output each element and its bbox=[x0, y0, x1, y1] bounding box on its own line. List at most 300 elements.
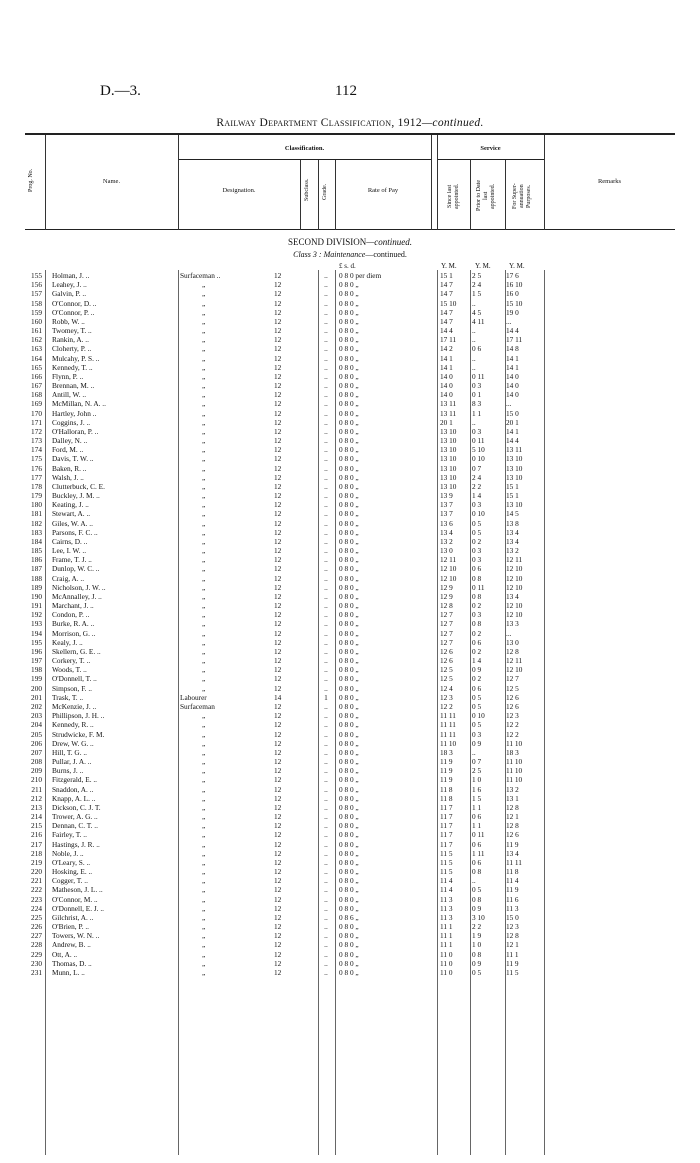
grade-cell: .. bbox=[324, 280, 328, 290]
col-header-service: Service bbox=[480, 145, 501, 152]
superannuation-cell: 15 0 bbox=[506, 912, 519, 922]
prog-no-cell: 201 bbox=[31, 692, 42, 702]
subclass-cell: 12 bbox=[274, 628, 282, 638]
rate-of-pay-cell: 0 8 0 „ bbox=[339, 491, 359, 501]
grade-cell: .. bbox=[324, 436, 328, 446]
subclass-cell: 12 bbox=[274, 940, 282, 950]
rate-of-pay-cell: 0 8 0 „ bbox=[339, 307, 359, 317]
since-last-appointed-cell: 14 7 bbox=[440, 289, 453, 299]
grade-cell: .. bbox=[324, 619, 328, 629]
grade-cell: .. bbox=[324, 491, 328, 501]
rate-of-pay-cell: 0 8 0 „ bbox=[339, 619, 359, 629]
table-row bbox=[0, 959, 700, 968]
col-header-prior: Prior to Date last appointed. bbox=[476, 180, 496, 212]
page-title-main: Railway Department Classification, 1912 bbox=[216, 117, 422, 129]
table-row bbox=[0, 363, 700, 372]
name-cell: Leahey, J. .. bbox=[52, 280, 87, 290]
subclass-cell: 12 bbox=[274, 894, 282, 904]
since-last-appointed-cell: 12 10 bbox=[440, 564, 457, 574]
grade-cell: .. bbox=[324, 949, 328, 959]
name-cell: Hastings, J. R. .. bbox=[52, 839, 100, 849]
rate-of-pay-cell: 0 8 0 „ bbox=[339, 876, 359, 886]
subclass-cell: 12 bbox=[274, 922, 282, 932]
since-last-appointed-cell: 11 7 bbox=[440, 812, 453, 822]
name-cell: Noble, J. .. bbox=[52, 848, 84, 858]
prog-no-cell: 222 bbox=[31, 885, 42, 895]
superannuation-cell: 11 9 bbox=[506, 839, 519, 849]
name-cell: Ford, M. .. bbox=[52, 445, 84, 455]
name-cell: Trower, A. G. .. bbox=[52, 812, 98, 822]
rate-of-pay-cell: 0 8 0 „ bbox=[339, 536, 359, 546]
table-row bbox=[0, 555, 700, 564]
since-last-appointed-cell: 14 0 bbox=[440, 390, 453, 400]
subclass-cell: 12 bbox=[274, 876, 282, 886]
prog-no-cell: 219 bbox=[31, 857, 42, 867]
designation-cell: „ bbox=[202, 491, 206, 501]
since-last-appointed-cell: 11 9 bbox=[440, 766, 453, 776]
subclass-cell: 12 bbox=[274, 601, 282, 611]
grade-cell: .. bbox=[324, 426, 328, 436]
designation-cell: „ bbox=[202, 381, 206, 391]
designation-cell: „ bbox=[202, 390, 206, 400]
designation-cell: „ bbox=[202, 775, 206, 785]
grade-cell: .. bbox=[324, 408, 328, 418]
prog-no-cell: 180 bbox=[31, 500, 42, 510]
subclass-cell: 12 bbox=[274, 527, 282, 537]
grade-cell: .. bbox=[324, 628, 328, 638]
name-cell: Clutterbuck, C. E. bbox=[52, 481, 105, 491]
prog-no-cell: 178 bbox=[31, 481, 42, 491]
rate-of-pay-cell: 0 8 0 „ bbox=[339, 298, 359, 308]
since-last-appointed-cell: 11 11 bbox=[440, 720, 456, 730]
designation-cell: „ bbox=[202, 527, 206, 537]
since-last-appointed-cell: 13 10 bbox=[440, 481, 457, 491]
name-cell: Thomas, D. .. bbox=[52, 958, 92, 968]
prior-to-date-cell: 0 2 bbox=[472, 628, 482, 638]
grade-cell: .. bbox=[324, 757, 328, 766]
subclass-cell: 12 bbox=[274, 821, 282, 831]
designation-cell: „ bbox=[202, 573, 206, 583]
rate-of-pay-cell: 0 8 0 „ bbox=[339, 527, 359, 537]
name-cell: Skellern, G. E. .. bbox=[52, 646, 101, 656]
grade-cell: .. bbox=[324, 830, 328, 840]
table-row bbox=[0, 418, 700, 427]
table-row bbox=[0, 858, 700, 867]
since-last-appointed-cell: 11 1 bbox=[440, 931, 453, 941]
rate-of-pay-cell: 0 8 0 „ bbox=[339, 564, 359, 574]
table-row bbox=[0, 271, 700, 280]
superannuation-cell: 13 1 bbox=[506, 793, 519, 803]
table-row bbox=[0, 610, 700, 619]
superannuation-cell: 18 3 bbox=[506, 747, 519, 757]
subclass-cell: 12 bbox=[274, 766, 282, 776]
rate-of-pay-cell: 0 8 0 „ bbox=[339, 555, 359, 565]
superannuation-cell: 13 4 bbox=[506, 591, 519, 601]
prior-to-date-cell: 0 9 bbox=[472, 738, 482, 748]
name-cell: O'Leary, S. .. bbox=[52, 857, 91, 867]
designation-cell: „ bbox=[202, 665, 206, 675]
prog-no-cell: 228 bbox=[31, 940, 42, 950]
grade-cell: .. bbox=[324, 656, 328, 666]
since-last-appointed-cell: 13 7 bbox=[440, 509, 453, 519]
rate-of-pay-cell: 0 8 0 „ bbox=[339, 848, 359, 858]
superannuation-cell: 11 10 bbox=[506, 738, 523, 748]
superannuation-cell: ... bbox=[506, 316, 512, 326]
since-last-appointed-cell: 13 9 bbox=[440, 491, 453, 501]
table-row bbox=[0, 289, 700, 298]
grade-cell: .. bbox=[324, 610, 328, 620]
prog-no-cell: 229 bbox=[31, 949, 42, 959]
subclass-cell: 12 bbox=[274, 646, 282, 656]
designation-cell: „ bbox=[202, 280, 206, 290]
superannuation-cell: 14 0 bbox=[506, 381, 519, 391]
table-row bbox=[0, 629, 700, 638]
grade-cell: .. bbox=[324, 381, 328, 391]
table-row bbox=[0, 785, 700, 794]
table-row bbox=[0, 537, 700, 546]
rate-of-pay-cell: 0 8 0 „ bbox=[339, 812, 359, 822]
rate-of-pay-cell: 0 8 0 „ bbox=[339, 747, 359, 757]
name-cell: Brennan, M. .. bbox=[52, 381, 95, 391]
prior-to-date-cell: 0 8 bbox=[472, 591, 482, 601]
grade-cell: .. bbox=[324, 601, 328, 611]
name-cell: Buckley, J. M. .. bbox=[52, 491, 100, 501]
grade-cell: .. bbox=[324, 665, 328, 675]
prog-no-cell: 191 bbox=[31, 601, 42, 611]
designation-cell: „ bbox=[202, 353, 206, 363]
prog-no-cell: 211 bbox=[31, 784, 42, 794]
prior-to-date-cell: 0 2 bbox=[472, 536, 482, 546]
name-cell: Walsh, J. .. bbox=[52, 472, 84, 482]
superannuation-cell: 19 0 bbox=[506, 307, 519, 317]
prior-to-date-cell: 1 11 bbox=[472, 848, 485, 858]
superannuation-cell: 16 10 bbox=[506, 280, 523, 290]
superannuation-cell: 12 5 bbox=[506, 683, 519, 693]
col-header-remarks: Remarks bbox=[597, 178, 622, 185]
grade-cell: .. bbox=[324, 747, 328, 757]
prog-no-cell: 209 bbox=[31, 766, 42, 776]
prog-no-cell: 231 bbox=[31, 967, 42, 977]
rate-of-pay-cell: 0 8 0 „ bbox=[339, 857, 359, 867]
designation-cell: „ bbox=[202, 399, 206, 409]
designation-cell: „ bbox=[202, 766, 206, 776]
prog-no-cell: 208 bbox=[31, 757, 42, 766]
since-last-appointed-cell: 13 11 bbox=[440, 399, 457, 409]
prog-no-cell: 170 bbox=[31, 408, 42, 418]
superannuation-cell: 17 6 bbox=[506, 271, 519, 280]
prog-no-cell: 163 bbox=[31, 344, 42, 354]
prog-no-cell: 214 bbox=[31, 812, 42, 822]
designation-cell: „ bbox=[202, 757, 206, 766]
superannuation-cell: ... bbox=[506, 628, 512, 638]
rate-of-pay-cell: 0 8 0 „ bbox=[339, 417, 359, 427]
prior-to-date-cell: .. bbox=[472, 353, 476, 363]
superannuation-cell: 12 6 bbox=[506, 701, 519, 711]
subclass-cell: 12 bbox=[274, 958, 282, 968]
superannuation-cell: 12 10 bbox=[506, 665, 523, 675]
prior-to-date-cell: 1 4 bbox=[472, 491, 482, 501]
rate-of-pay-cell: 0 8 0 „ bbox=[339, 922, 359, 932]
grade-cell: .. bbox=[324, 371, 328, 381]
rate-of-pay-cell: 0 8 0 „ bbox=[339, 903, 359, 913]
name-cell: Kennedy, T. .. bbox=[52, 362, 93, 372]
header-divider bbox=[431, 135, 432, 230]
designation-cell: „ bbox=[202, 738, 206, 748]
prog-no-cell: 190 bbox=[31, 591, 42, 601]
name-cell: O'Connor, D. .. bbox=[52, 298, 97, 308]
name-cell: Flynn, P. .. bbox=[52, 371, 84, 381]
since-last-appointed-cell: 11 4 bbox=[440, 876, 453, 886]
grade-cell: .. bbox=[324, 867, 328, 877]
subclass-cell: 12 bbox=[274, 390, 282, 400]
name-cell: Twomey, T. .. bbox=[52, 326, 92, 336]
table-row bbox=[0, 711, 700, 720]
since-last-appointed-cell: 12 8 bbox=[440, 601, 453, 611]
prog-no-cell: 157 bbox=[31, 289, 42, 299]
grade-cell: .. bbox=[324, 958, 328, 968]
name-cell: O'Donnell, E. J. .. bbox=[52, 903, 104, 913]
since-last-appointed-cell: 11 10 bbox=[440, 738, 457, 748]
designation-cell: „ bbox=[202, 344, 206, 354]
since-last-appointed-cell: 11 9 bbox=[440, 757, 453, 766]
table-row bbox=[0, 656, 700, 665]
rate-of-pay-cell: 0 8 0 „ bbox=[339, 931, 359, 941]
table-row bbox=[0, 968, 700, 977]
division-name: SECOND DIVISION bbox=[288, 237, 367, 247]
subclass-cell: 12 bbox=[274, 802, 282, 812]
name-cell: Dunlop, W. C. .. bbox=[52, 564, 100, 574]
since-last-appointed-cell: 12 7 bbox=[440, 637, 453, 647]
table-row bbox=[0, 931, 700, 940]
superannuation-cell: 11 8 bbox=[506, 867, 519, 877]
prior-to-date-cell: 0 6 bbox=[472, 812, 482, 822]
designation-cell: „ bbox=[202, 656, 206, 666]
prior-to-date-cell: 1 9 bbox=[472, 931, 482, 941]
since-last-appointed-cell: 11 3 bbox=[440, 912, 453, 922]
since-last-appointed-cell: 11 7 bbox=[440, 821, 453, 831]
rate-of-pay-cell: 0 8 0 „ bbox=[339, 481, 359, 491]
prog-no-cell: 206 bbox=[31, 738, 42, 748]
subclass-cell: 12 bbox=[274, 481, 282, 491]
prior-to-date-cell: 0 5 bbox=[472, 967, 482, 977]
prior-to-date-cell: 2 5 bbox=[472, 271, 482, 280]
name-cell: Dalley, N. .. bbox=[52, 436, 88, 446]
since-last-appointed-cell: 11 1 bbox=[440, 922, 453, 932]
designation-cell: „ bbox=[202, 802, 206, 812]
prior-to-date-cell: 0 3 bbox=[472, 555, 482, 565]
prior-to-date-cell: 0 11 bbox=[472, 830, 485, 840]
since-last-appointed-cell: 12 6 bbox=[440, 646, 453, 656]
subclass-cell: 12 bbox=[274, 812, 282, 822]
since-last-appointed-cell: 13 10 bbox=[440, 436, 457, 446]
superannuation-cell: 15 1 bbox=[506, 481, 519, 491]
prior-to-date-cell: 0 9 bbox=[472, 665, 482, 675]
rate-of-pay-cell: 0 8 0 „ bbox=[339, 784, 359, 794]
prior-to-date-cell: 8 3 bbox=[472, 399, 482, 409]
table-row bbox=[0, 950, 700, 959]
name-cell: McMillan, N. A. .. bbox=[52, 399, 106, 409]
designation-cell: Labourer bbox=[180, 692, 207, 702]
table-row bbox=[0, 693, 700, 702]
subclass-cell: 12 bbox=[274, 555, 282, 565]
prog-no-cell: 168 bbox=[31, 390, 42, 400]
designation-cell: „ bbox=[202, 454, 206, 464]
superannuation-cell: 11 11 bbox=[506, 857, 522, 867]
superannuation-cell: 16 0 bbox=[506, 289, 519, 299]
page-number: 112 bbox=[335, 83, 357, 99]
subclass-cell: 12 bbox=[274, 518, 282, 528]
class-label: Class 3 : bbox=[293, 250, 322, 259]
subclass-cell: 12 bbox=[274, 417, 282, 427]
grade-cell: .. bbox=[324, 509, 328, 519]
name-cell: Gilchrist, A. .. bbox=[52, 912, 94, 922]
table-row bbox=[0, 326, 700, 335]
grade-cell: .. bbox=[324, 527, 328, 537]
designation-cell: „ bbox=[202, 912, 206, 922]
name-cell: McAnnalley, J. .. bbox=[52, 591, 102, 601]
rate-of-pay-cell: 0 8 0 „ bbox=[339, 867, 359, 877]
grade-cell: .. bbox=[324, 454, 328, 464]
subclass-cell: 12 bbox=[274, 426, 282, 436]
prog-no-cell: 202 bbox=[31, 701, 42, 711]
subclass-cell: 12 bbox=[274, 912, 282, 922]
prior-to-date-cell: .. bbox=[472, 417, 476, 427]
since-last-appointed-cell: 14 7 bbox=[440, 307, 453, 317]
since-last-appointed-cell: 11 7 bbox=[440, 839, 453, 849]
grade-cell: .. bbox=[324, 573, 328, 583]
subclass-cell: 12 bbox=[274, 674, 282, 684]
grade-cell: .. bbox=[324, 555, 328, 565]
designation-cell: „ bbox=[202, 711, 206, 721]
prior-to-date-cell: 0 6 bbox=[472, 344, 482, 354]
designation-cell: „ bbox=[202, 564, 206, 574]
rate-of-pay-cell: 0 8 0 „ bbox=[339, 445, 359, 455]
table-row bbox=[0, 720, 700, 729]
grade-cell: .. bbox=[324, 518, 328, 528]
since-last-appointed-cell: 11 4 bbox=[440, 885, 453, 895]
rate-of-pay-cell: 0 8 0 „ bbox=[339, 591, 359, 601]
grade-cell: 1 bbox=[324, 692, 328, 702]
grade-cell: .. bbox=[324, 637, 328, 647]
designation-cell: „ bbox=[202, 683, 206, 693]
subclass-cell: 12 bbox=[274, 775, 282, 785]
table-row bbox=[0, 390, 700, 399]
subclass-cell: 12 bbox=[274, 830, 282, 840]
superannuation-cell: 13 10 bbox=[506, 472, 523, 482]
table-row bbox=[0, 409, 700, 418]
subclass-cell: 14 bbox=[274, 692, 282, 702]
subclass-cell: 12 bbox=[274, 738, 282, 748]
superannuation-cell: 12 8 bbox=[506, 821, 519, 831]
subclass-cell: 12 bbox=[274, 967, 282, 977]
subclass-cell: 12 bbox=[274, 307, 282, 317]
rate-of-pay-cell: 0 8 0 „ bbox=[339, 509, 359, 519]
superannuation-cell: 11 10 bbox=[506, 766, 523, 776]
header-divider bbox=[335, 160, 336, 230]
prior-to-date-cell: 0 11 bbox=[472, 371, 485, 381]
superannuation-cell: 13 11 bbox=[506, 445, 523, 455]
rate-of-pay-cell: 0 8 0 „ bbox=[339, 353, 359, 363]
since-last-appointed-cell: 18 3 bbox=[440, 747, 453, 757]
designation-cell: „ bbox=[202, 812, 206, 822]
superannuation-cell: 13 10 bbox=[506, 454, 523, 464]
designation-cell: „ bbox=[202, 848, 206, 858]
prog-no-cell: 165 bbox=[31, 362, 42, 372]
prior-to-date-cell: 0 10 bbox=[472, 454, 485, 464]
name-cell: Davis, T. W. .. bbox=[52, 454, 94, 464]
designation-cell: „ bbox=[202, 463, 206, 473]
superannuation-cell: 12 10 bbox=[506, 582, 523, 592]
grade-cell: .. bbox=[324, 775, 328, 785]
grade-cell: .. bbox=[324, 536, 328, 546]
table-row bbox=[0, 730, 700, 739]
subclass-cell: 12 bbox=[274, 867, 282, 877]
service-group-rule bbox=[437, 159, 544, 160]
superannuation-cell: 14 4 bbox=[506, 436, 519, 446]
since-last-appointed-cell: 13 10 bbox=[440, 454, 457, 464]
superannuation-cell: 11 1 bbox=[506, 949, 519, 959]
rate-of-pay-cell: 0 8 0 „ bbox=[339, 518, 359, 528]
prog-no-cell: 184 bbox=[31, 536, 42, 546]
superannuation-cell: 12 11 bbox=[506, 555, 523, 565]
since-last-appointed-cell: 12 5 bbox=[440, 674, 453, 684]
superannuation-cell: 13 2 bbox=[506, 546, 519, 556]
designation-cell: „ bbox=[202, 582, 206, 592]
superannuation-cell: 14 1 bbox=[506, 362, 519, 372]
subclass-cell: 12 bbox=[274, 582, 282, 592]
since-last-appointed-cell: 11 5 bbox=[440, 867, 453, 877]
prior-to-date-cell: 0 6 bbox=[472, 637, 482, 647]
prior-to-date-cell: 4 5 bbox=[472, 307, 482, 317]
grade-cell: .. bbox=[324, 271, 328, 280]
subclass-cell: 12 bbox=[274, 509, 282, 519]
name-cell: Woods, T. .. bbox=[52, 665, 87, 675]
grade-cell: .. bbox=[324, 857, 328, 867]
rate-of-pay-cell: 0 8 0 „ bbox=[339, 757, 359, 766]
prior-to-date-cell: 0 8 bbox=[472, 573, 482, 583]
rate-of-pay-cell: 0 8 0 „ bbox=[339, 463, 359, 473]
table-row bbox=[0, 876, 700, 885]
subclass-cell: 12 bbox=[274, 747, 282, 757]
prior-to-date-cell: 0 5 bbox=[472, 518, 482, 528]
name-cell: Nicholson, J. W. .. bbox=[52, 582, 106, 592]
rate-of-pay-cell: 0 8 0 „ bbox=[339, 821, 359, 831]
rate-of-pay-cell: 0 8 0 „ bbox=[339, 885, 359, 895]
prog-no-cell: 230 bbox=[31, 958, 42, 968]
rate-of-pay-cell: 0 8 0 „ bbox=[339, 646, 359, 656]
table-row bbox=[0, 739, 700, 748]
designation-cell: „ bbox=[202, 316, 206, 326]
since-last-appointed-cell: 13 6 bbox=[440, 518, 453, 528]
designation-cell: „ bbox=[202, 830, 206, 840]
prior-to-date-cell: 0 6 bbox=[472, 857, 482, 867]
rate-of-pay-cell: 0 8 0 „ bbox=[339, 426, 359, 436]
rate-of-pay-cell: 0 8 0 „ bbox=[339, 967, 359, 977]
superannuation-cell: 13 4 bbox=[506, 536, 519, 546]
designation-cell: „ bbox=[202, 307, 206, 317]
subclass-cell: 12 bbox=[274, 316, 282, 326]
superannuation-cell: 11 3 bbox=[506, 903, 519, 913]
table-row bbox=[0, 638, 700, 647]
subclass-cell: 12 bbox=[274, 949, 282, 959]
grade-cell: .. bbox=[324, 940, 328, 950]
prior-to-date-cell: 1 6 bbox=[472, 784, 482, 794]
subclass-cell: 12 bbox=[274, 610, 282, 620]
division-suffix: —continued. bbox=[366, 237, 412, 247]
grade-cell: .. bbox=[324, 784, 328, 794]
table-row bbox=[0, 895, 700, 904]
prog-no-cell: 169 bbox=[31, 399, 42, 409]
